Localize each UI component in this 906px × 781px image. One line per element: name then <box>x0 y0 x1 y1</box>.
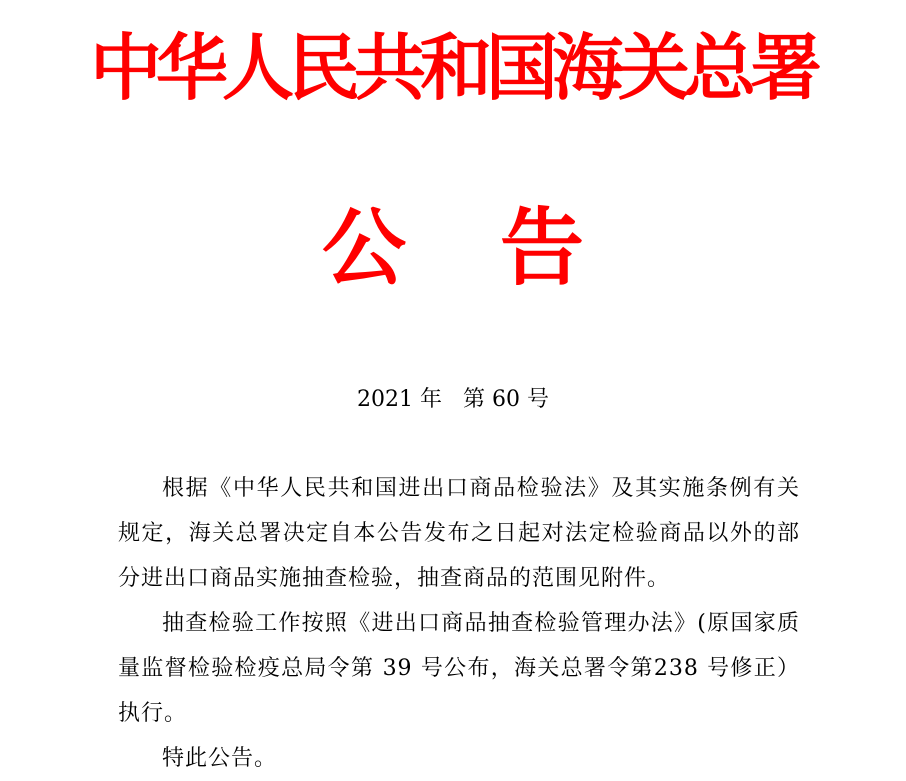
announcement-body <box>118 466 800 781</box>
closing-line: 特此公告。 <box>162 746 278 771</box>
body-paragraph: 根据《中华人民共和国进出口商品检验法》及其实施条例有关规定，海关总署决定自本公告发布之日起对法定检验商品以外的部分进出口商品实施抽查检验，抽查商品的范围见附件。 <box>118 476 800 591</box>
document-type-char: 告 <box>500 199 585 297</box>
document-type-char: 公 <box>322 199 407 297</box>
document-number: 2021 年 第 60 号 <box>357 387 549 412</box>
document-type-heading <box>0 193 906 303</box>
agency-title: 中华人民共和国海关总署 <box>89 26 816 110</box>
body-paragraph: 抽查检验工作按照《进出口商品抽查检验管理办法》(原国家质量监督检验检疫总局令第 39 号公布，海关总署令第238 号修正）执行。 <box>118 611 800 726</box>
